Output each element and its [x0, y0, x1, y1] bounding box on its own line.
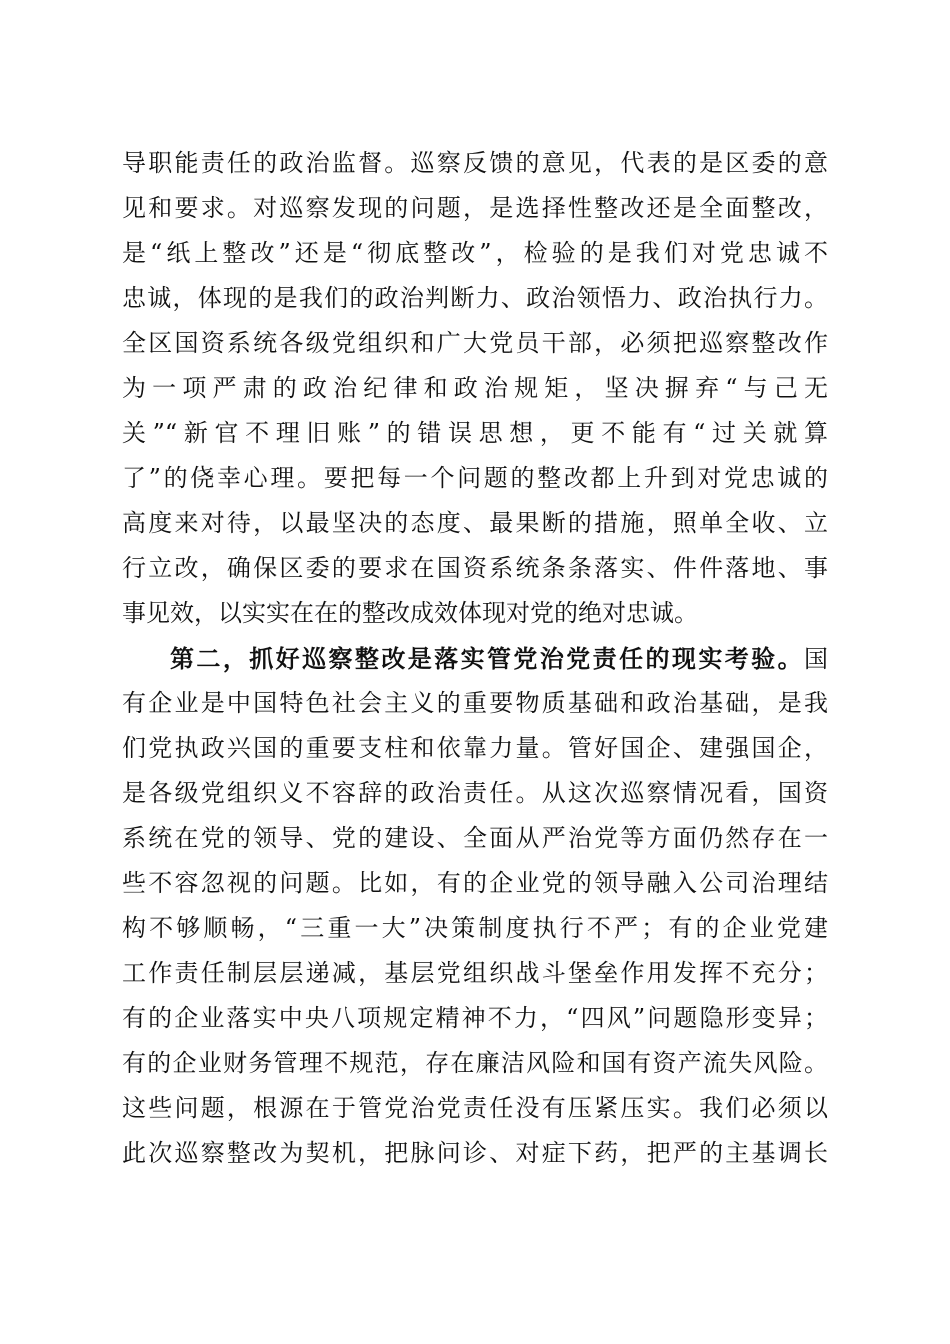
text-line: 事见效，以实实在在的整改成效体现对党的绝对忠诚。 — [122, 599, 698, 627]
text-line: 行立改，确保区委的要求在国资系统条条落实、件件落地、事 — [122, 554, 828, 582]
text-line: 全区国资系统各级党组织和广大党员干部，必须把巡察整改作 — [122, 329, 828, 357]
text-fragment: 国 — [804, 645, 828, 673]
text-line: 关”“新官不理旧账”的错误思想，更不能有“过关就算 — [122, 419, 828, 447]
text-line: 有的企业落实中央八项规定精神不力，“四风”问题隐形变异； — [122, 1004, 828, 1032]
text-line: 了”的侥幸心理。要把每一个问题的整改都上升到对党忠诚的 — [122, 464, 828, 492]
text-line: 有的企业财务管理不规范，存在廉洁风险和国有资产流失风险。 — [122, 1049, 828, 1077]
text-line: 有企业是中国特色社会主义的重要物质基础和政治基础，是我 — [122, 689, 828, 717]
text-line: 些不容忽视的问题。比如，有的企业党的领导融入公司治理结 — [122, 869, 828, 897]
document-body — [122, 141, 828, 1176]
text-line: 忠诚，体现的是我们的政治判断力、政治领悟力、政治执行力。 — [122, 284, 828, 312]
text-line: 此次巡察整改为契机，把脉问诊、对症下药，把严的主基调长 — [122, 1139, 828, 1167]
text-line: 是各级党组织义不容辞的政治责任。从这次巡察情况看，国资 — [122, 779, 828, 807]
text-line: 是“纸上整改”还是“彻底整改”，检验的是我们对党忠诚不 — [122, 239, 828, 267]
text-line: 这些问题，根源在于管党治党责任没有压紧压实。我们必须以 — [122, 1094, 828, 1122]
text-line: 系统在党的领导、党的建设、全面从严治党等方面仍然存在一 — [122, 824, 828, 852]
paragraph-heading: 第二，抓好巡察整改是落实管党治党责任的现实考验。 — [170, 644, 804, 673]
text-line: 为一项严肃的政治纪律和政治规矩，坚决摒弃“与己无 — [122, 374, 828, 402]
text-line: 高度来对待，以最坚决的态度、最果断的措施，照单全收、立 — [122, 509, 828, 537]
paragraph-heading-line — [122, 636, 828, 681]
text-line: 工作责任制层层递减，基层党组织战斗堡垒作用发挥不充分； — [122, 959, 828, 987]
text-line: 们党执政兴国的重要支柱和依靠力量。管好国企、建强国企， — [122, 734, 828, 762]
text-line: 导职能责任的政治监督。巡察反馈的意见，代表的是区委的意 — [122, 149, 828, 177]
text-line: 见和要求。对巡察发现的问题，是选择性整改还是全面整改， — [122, 194, 828, 222]
text-line: 构不够顺畅，“三重一大”决策制度执行不严；有的企业党建 — [122, 914, 828, 942]
